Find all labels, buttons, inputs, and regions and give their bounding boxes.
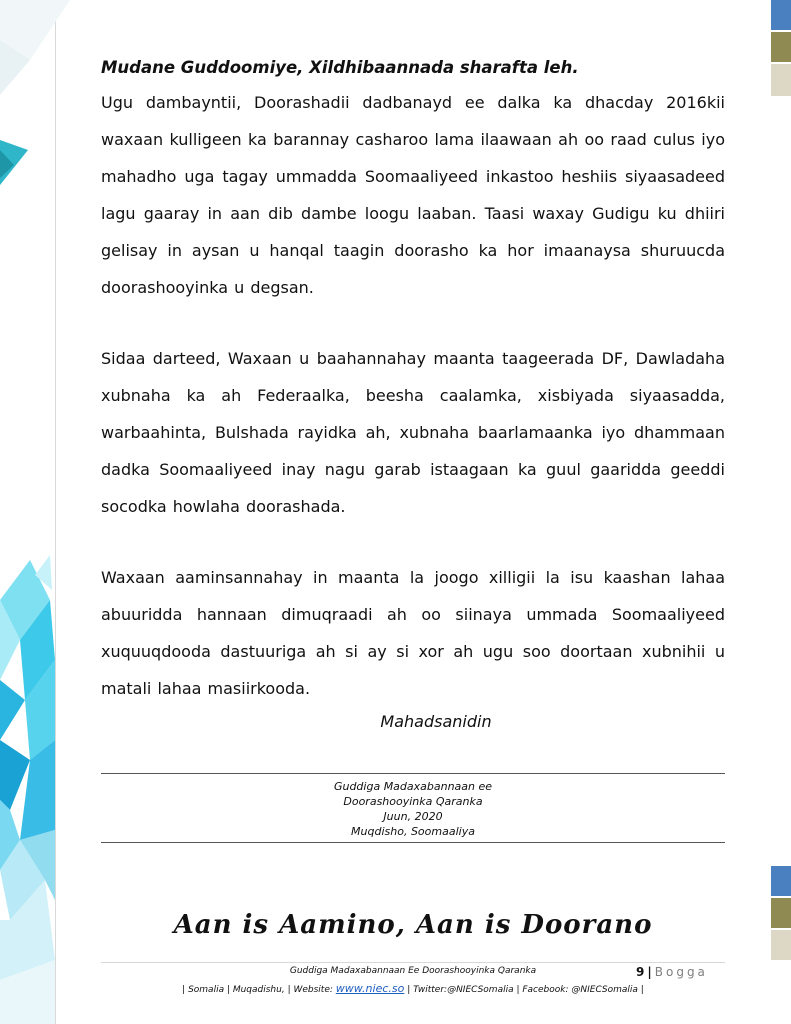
paragraph-line: Ugu dambayntii, Doorashadii dadbanayd ee dalka ka dhacday 2016kii	[101, 93, 725, 112]
paragraph-line: doorashooyinka u degsan.	[101, 278, 314, 297]
signature-date: Juun, 2020	[383, 810, 443, 823]
paragraph-line: mahadho uga tagay ummadda Soomaaliyeed inkastoo heshiis siyaasadeed	[101, 167, 725, 186]
motto-text: Aan is Aamino, Aan is Doorano	[173, 910, 653, 940]
color-tab-blue-top	[771, 0, 791, 30]
page-number	[636, 965, 708, 979]
page-number-separator: |	[647, 965, 652, 979]
signature-block	[101, 779, 725, 839]
paragraph-line: abuuridda hannaan dimuqraadi ah oo siinaya ummada Soomaaliyeed	[101, 605, 725, 624]
paragraph-2	[101, 340, 725, 525]
footer-rule	[101, 962, 725, 963]
paragraph-line: Waxaan aaminsannahay in maanta la joogo xilligii la isu kaashan lahaa	[101, 568, 725, 587]
color-tab-blue-bottom	[771, 866, 791, 896]
paragraph-line: xubnaha ka ah Federaalka, beesha caalamka, xisbiyada siyaasadda,	[101, 386, 725, 405]
page-edge-line	[55, 0, 56, 1024]
page-word: Bogga	[654, 965, 708, 979]
footer-contact	[101, 982, 725, 995]
footer-organization: Guddiga Madaxabannaan Ee Doorashooyinka Qaranka	[289, 966, 537, 976]
paragraph-1	[101, 84, 725, 306]
signature-line-1: Guddiga Madaxabannaan ee	[333, 780, 493, 793]
color-tab-beige-top	[771, 64, 791, 96]
paragraph-3	[101, 559, 725, 707]
color-tab-olive-top	[771, 32, 791, 62]
letter-body	[101, 52, 725, 737]
page-number-value: 9	[636, 965, 645, 979]
footer-contact-prefix: | Somalia | Muqadishu, | Website:	[182, 985, 336, 995]
salutation: Mudane Guddoomiye, Xildhibaannada sharafta leh.	[101, 58, 579, 77]
closing-thanks: Mahadsanidin	[380, 712, 492, 731]
paragraph-line: waxaan kulligeen ka barannay casharoo lama ilaawaan ah oo raad culus iyo	[101, 130, 725, 149]
paragraph-line: matali lahaa masiirkooda.	[101, 679, 311, 698]
paragraph-line: dadka Soomaaliyeed inay nagu garab istaagaan ka guul gaaridda geeddi	[101, 460, 725, 479]
paragraph-line: lagu gaaray in aan dib dambe loogu laaban. Taasi waxay Gudigu ku dhiiri	[101, 204, 725, 223]
signature-line-2: Doorashooyinka Qaranka	[343, 795, 483, 808]
paragraph-line: Sidaa darteed, Waxaan u baahannahay maanta taageerada DF, Dawladaha	[101, 349, 725, 368]
website-link[interactable]: www.niec.so	[335, 982, 405, 995]
color-tab-olive-bottom	[771, 898, 791, 928]
signature-location: Muqdisho, Soomaaliya	[351, 825, 475, 838]
color-tab-beige-bottom	[771, 930, 791, 960]
footer-contact-suffix: | Twitter:@NIECSomalia | Facebook: @NIECSomalia |	[404, 985, 644, 995]
paragraph-line: gelisay in aysan u hanqal taagin doorasho ka hor imaanaysa shuruucda	[101, 241, 725, 260]
signature-bottom-rule	[101, 842, 725, 843]
paragraph-line: xuquuqdooda dastuuriga ah si ay si xor ah ugu soo doortaan xubnihii u	[101, 642, 725, 661]
paragraph-line: warbaahinta, Bulshada rayidka ah, xubnaha baarlamaanka iyo dhammaan	[101, 423, 725, 442]
paragraph-line: socodka howlaha doorashada.	[101, 497, 346, 516]
signature-top-rule	[101, 773, 725, 774]
